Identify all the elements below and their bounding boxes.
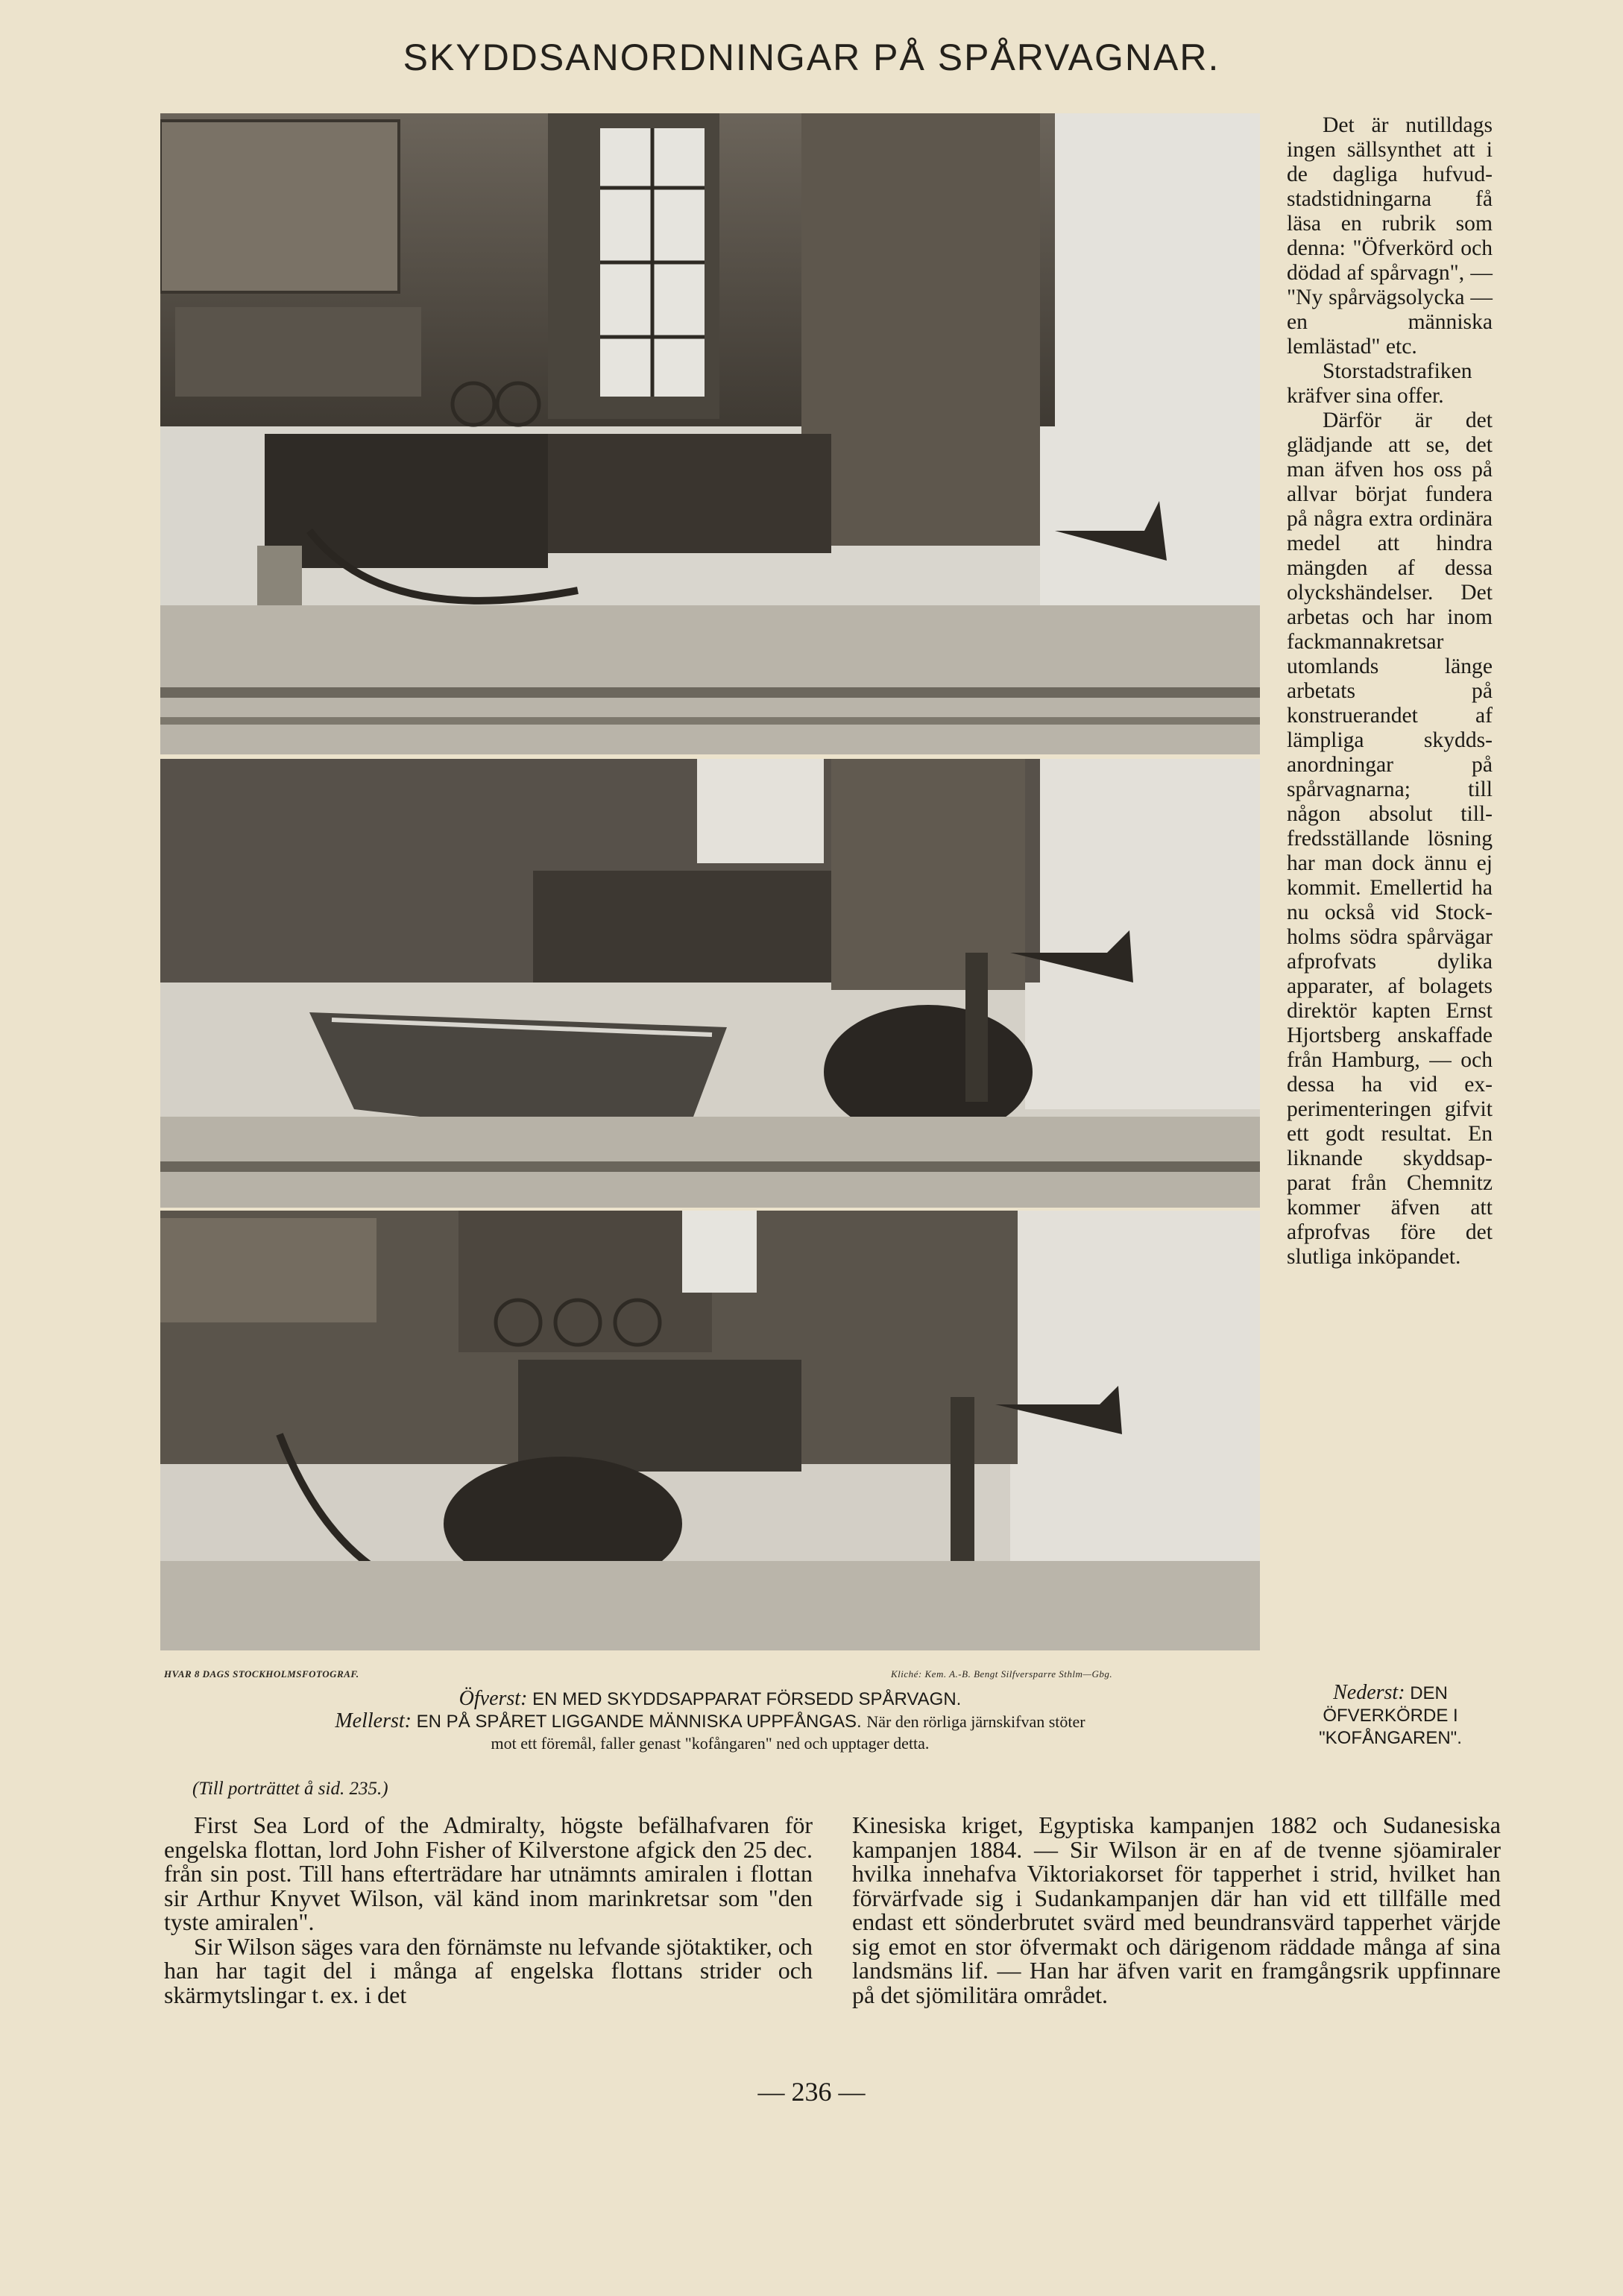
article-paragraph: First Sea Lord of the Admiralty, högste befälhafvaren för engelska flottan, lord John Fisher of Kilverstone afgick den 25 dec. från sin post. Till hans efterträdare har utnämnts amiralen i flottan sir Arthur Knyvet Wilson, väl känd inom marinkretsar som "den tyste amiralen". <box>164 1811 813 1935</box>
caption-bottom-text: DEN <box>1410 1683 1448 1703</box>
caption-top-line <box>160 1688 1260 1710</box>
side-column-text <box>1287 113 1493 1270</box>
side-paragraph: Storstadstrafiken kräfver sina offer. <box>1287 359 1472 408</box>
page-title: SKYDDSANORDNINGAR PÅ SPÅRVAGNAR. <box>403 37 1220 78</box>
photo-tram-with-fender <box>160 113 1260 754</box>
page-number: — 236 — <box>757 2077 866 2107</box>
article-right-column <box>852 1813 1501 2007</box>
caption-bottom-text-2: ÖFVERKÖRDE I <box>1323 1706 1458 1726</box>
caption-middle-note: När den rörliga järnskifvan stöter <box>866 1712 1085 1731</box>
photo-caption <box>160 1688 1260 1754</box>
caption-bottom <box>1279 1682 1502 1750</box>
caption-middle-note-continued: mot ett föremål, faller genast "kofångaren" ned och upptager detta. <box>491 1734 930 1753</box>
caption-bottom-text-3: "KOFÅNGAREN". <box>1319 1728 1462 1748</box>
caption-middle-label: Mellerst: <box>335 1709 412 1732</box>
article-left-column <box>164 1813 813 2007</box>
caption-middle-line <box>160 1710 1260 1732</box>
caption-middle-text: EN PÅ SPÅRET LIGGANDE MÄNNISKA UPPFÅNGAS. <box>416 1712 862 1732</box>
caption-top-text: EN MED SKYDDSAPPARAT FÖRSEDD SPÅRVAGN. <box>532 1689 962 1709</box>
photo-credit: HVAR 8 DAGS STOCKHOLMSFOTOGRAF. <box>164 1668 359 1680</box>
photo-person-caught <box>160 759 1260 1208</box>
engraving-credit: Kliché: Kem. A.-B. Bengt Silfversparre Sthlm—Gbg. <box>891 1668 1113 1680</box>
caption-top-label: Öfverst: <box>458 1687 528 1710</box>
side-paragraph: Därför är det glädjande att se, det man äfven hos oss på allvar börjat fundera på några extra ordinära medel att hindra mängden af dessa olyckshändelser. Det arbetas och har inom fackmannakretsar utomlands länge arbetats på konstruerandet af lämpliga skyddsanordningar på spårvagnarna; till någon absolut tillfredsställande lösning har man dock ännu ej kommit. Emellertid ha nu också vid Stockholms södra spårvägar afprofvats dylika apparater, af bolagets direktör kapten Ernst Hjortsberg anskaffade från Hamburg, — och dessa ha vid experimenteringen gifvit ett godt resultat. En liknande skyddsapparat från Chemnitz kommer äfven att afprofvas före det slutliga inköpandet. <box>1287 409 1493 1269</box>
article-paragraph: Kinesiska kriget, Egyptiska kampanjen 1882 och Sudanesiska kampanjen 1884. — Sir Wilson är en af de tvenne sjöamiraler hvilka innehafva Viktoriakorset för tapperhet i strid, hvilket han förvärfvade sig i Sudankampanjen där han vid ett tillfälle med endast ett sönderbrutet svärd med beundransvärd tapperhet värjde sig emot en stor öfvermakt och därigenom räddade många af sina landsmäns lif. — Han har äfven varit en framgångsrik uppfinnare på det sjömilitära området. <box>852 1811 1501 2008</box>
caption-bottom-label: Nederst: <box>1333 1681 1405 1704</box>
side-paragraph: Det är nutilldags ingen sällsynthet att i de dagliga hufvudstadstidningarna få läsa en rubrik som denna: "Öfverkörd och dödad af spårvagn", — "Ny spårvägsolycka — en människa lemlästad" etc. <box>1287 113 1493 359</box>
portrait-reference: (Till porträttet å sid. 235.) <box>192 1779 388 1799</box>
photo-person-in-fender <box>160 1211 1260 1650</box>
article-paragraph: Sir Wilson säges vara den förnämste nu lefvande sjötaktiker, och han har tagit del i många af engelska flottans strider och skärmytslingar t. ex. i det <box>164 1932 813 2008</box>
